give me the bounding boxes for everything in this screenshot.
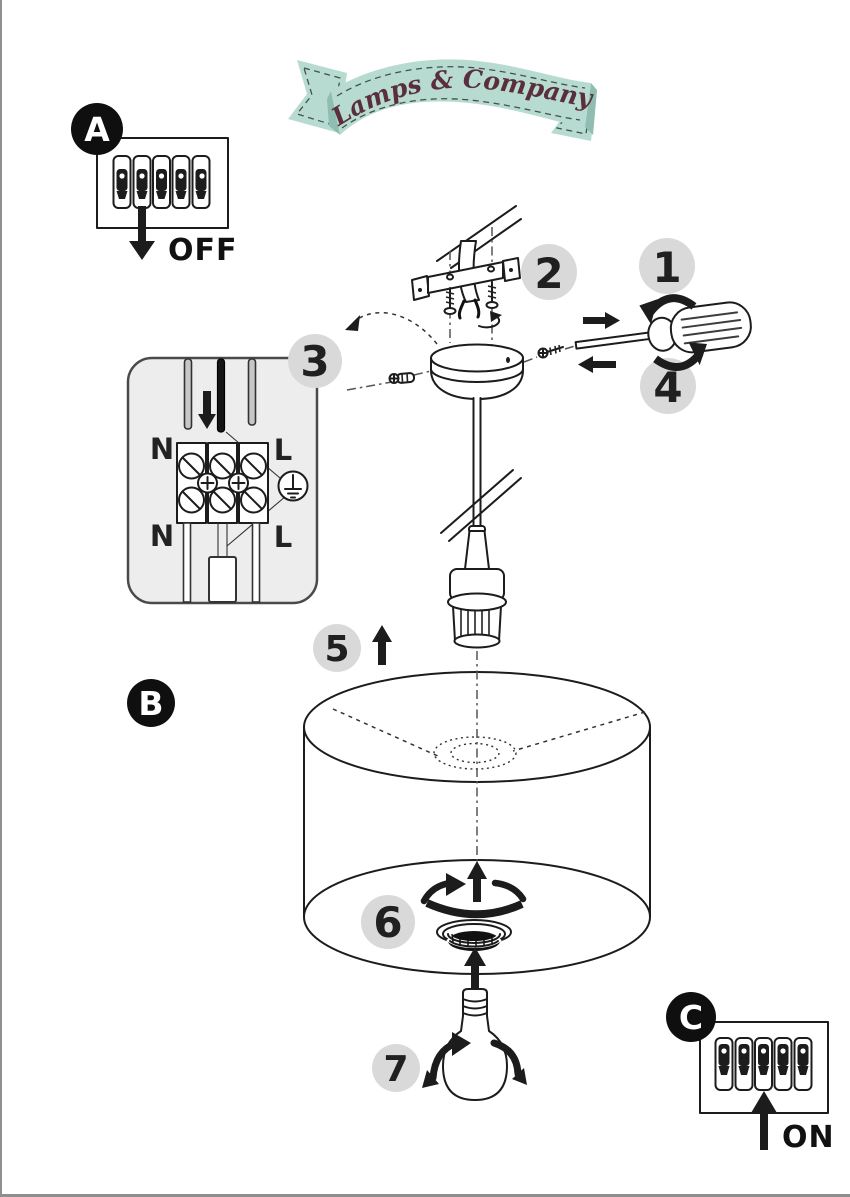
raise-arrow-icon [467,861,487,902]
step-6-number: 6 [373,898,403,947]
pendant-cord-group [313,398,521,672]
label-live-top: L [273,433,293,467]
breaker-switch [736,1038,753,1090]
bracket-screw-right [487,282,498,308]
bulb-insert-arrow-icon [464,947,486,992]
detach-arrow-icon [345,313,437,344]
wire-neutral-in [185,359,192,429]
shade-top-rim [304,672,650,782]
side-axis-left [414,371,431,375]
bulb-group [372,947,527,1100]
breaker-switch [193,156,210,208]
lift-arrow-icon [372,625,392,665]
wiring-detail [128,334,342,603]
brand-ribbon [288,59,597,141]
wire-earth-in [218,359,225,432]
insert-arrow-icon [583,312,620,329]
cord-bg [474,398,481,533]
clamp-screw [198,474,217,493]
terminal-screw [179,454,204,479]
label-c-text: C [678,998,704,1037]
step-7-number: 7 [383,1049,409,1090]
lamp-socket [448,526,506,648]
side-screw-left [390,373,415,383]
cord-sheath [209,557,236,602]
clamp-screw [229,474,248,493]
step-4-number: 4 [653,363,683,412]
side-axis-right [524,357,537,362]
label-neutral-top: N [149,432,175,466]
strain-relief-cone [465,531,489,569]
canopy-screw-hole [506,357,510,363]
ring-nut-group [361,861,523,951]
wire-tip [459,301,464,318]
earth-icon [279,472,308,501]
breaker-switch [114,156,131,208]
brand-text: Lamps & Company [326,64,594,132]
socket-ring [448,594,506,611]
breaker-switch [795,1038,812,1090]
ceiling-mount [412,206,577,349]
wire-out-left [184,523,191,602]
terminal-screw [179,488,204,513]
breaker-switch [134,156,151,208]
ceiling-line [437,206,516,261]
screwdriver-steps [571,238,755,414]
canopy-group [345,313,578,399]
bracket-screw-left [445,288,456,314]
step-2-number: 2 [534,249,564,298]
wire-tip [475,300,479,317]
step-1-number: 1 [652,243,682,292]
breaker-switch [153,156,170,208]
side-axis-left [347,382,392,390]
wire-out-right [253,523,260,602]
label-b-text: B [138,684,164,723]
power-off-panel [71,103,238,268]
remove-arrow-icon [578,356,616,373]
twist-arrow-icon [479,311,502,327]
step-5-number: 5 [324,629,350,670]
screwdriver-shaft [576,332,652,348]
breaker-switch [716,1038,733,1090]
socket-bottom [455,635,500,648]
terminal-block [177,443,268,523]
off-label: OFF [168,233,238,268]
label-neutral-bottom: N [149,519,175,553]
on-label: ON [782,1120,835,1155]
breaker-switch [775,1038,792,1090]
power-on-panel [666,992,835,1155]
step-3-number: 3 [300,337,330,386]
side-screw-right [539,345,564,358]
breaker-switch [173,156,190,208]
label-live-bottom: L [273,520,293,554]
label-a-text: A [84,110,110,149]
ring-nut [437,920,511,951]
wire-live-in [249,359,256,425]
breaker-switch [755,1038,772,1090]
